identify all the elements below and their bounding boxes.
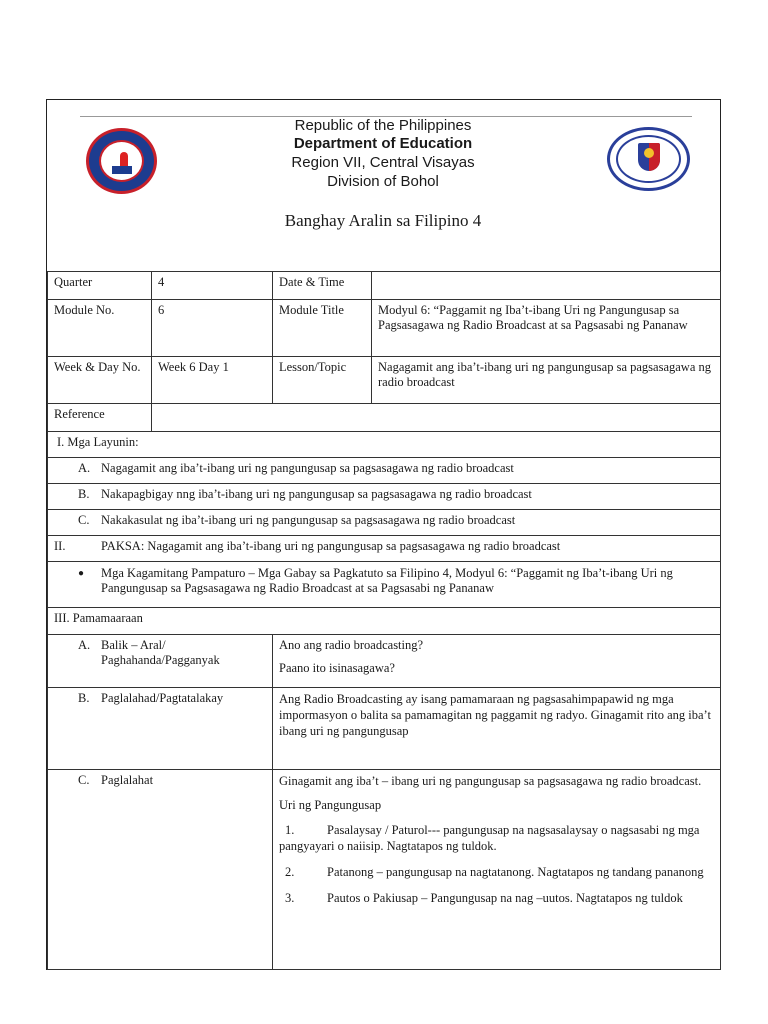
header-division: Division of Bohol bbox=[327, 173, 439, 190]
module-no-value[interactable]: 6 bbox=[151, 299, 273, 357]
step-b-marker: B. bbox=[78, 691, 90, 705]
date-time-label: Date & Time bbox=[272, 271, 372, 300]
layunin-heading-text: I. Mga Layunin: bbox=[57, 435, 139, 449]
step-a-marker: A. bbox=[78, 638, 91, 652]
uri-item-2-num: 2. bbox=[285, 865, 295, 879]
step-c-marker: C. bbox=[78, 773, 90, 787]
uri-item-1-text: Pasalaysay / Paturol--- pangungusap na nagsasalaysay o nagsasabi ng mga pangyayari o naiisip. Nagtatapos ng tuldok. bbox=[279, 823, 700, 853]
step-b-label-cell bbox=[47, 687, 273, 770]
step-a-label-cell bbox=[47, 634, 273, 688]
step-a-label: Balik – Aral/ Paghahanda/Pagganyak bbox=[101, 638, 220, 667]
step-b-content bbox=[272, 687, 721, 770]
step-a-question-2: Paano ito isinasagawa? bbox=[279, 661, 395, 675]
layunin-text-a: Nagagamit ang iba’t-ibang uri ng pangungusap sa pagsasagawa ng radio broadcast bbox=[101, 461, 514, 475]
paksa-text: PAKSA: Nagagamit ang iba’t-ibang uri ng pangungusap sa pagsasagawa ng radio broadcast bbox=[101, 539, 561, 553]
reference-value[interactable] bbox=[151, 403, 721, 432]
deped-bohol-seal-icon bbox=[86, 128, 157, 194]
pamamaraan-heading-text: III. Pamamaaraan bbox=[54, 611, 143, 625]
materials-text: Mga Kagamitang Pampaturo – Mga Gabay sa Pagkatuto sa Filipino 4, Modyul 6: “Paggamit ng Iba’t-ibang Uri ng Pangungusap sa Pagsasagawa ng Radio Broadcast at sa Pagsasabi ng Pananaw bbox=[101, 566, 673, 595]
uri-item-2 bbox=[279, 864, 714, 880]
layunin-marker-b: B. bbox=[78, 487, 90, 501]
header-region: Region VII, Central Visayas bbox=[291, 154, 475, 171]
layunin-text-b: Nakapagbigay nng iba’t-ibang uri ng pangungusap sa pagsasagawa ng radio broadcast bbox=[101, 487, 532, 501]
module-no-label: Module No. bbox=[47, 299, 152, 357]
uri-item-3-text: Pautos o Pakiusap – Pangungusap na nag –uutos. Nagtatapos ng tuldok bbox=[327, 891, 683, 905]
paksa-marker: II. bbox=[54, 539, 66, 553]
paksa-row bbox=[47, 535, 721, 562]
uri-item-3 bbox=[279, 890, 714, 906]
page-title: Banghay Aralin sa Filipino 4 bbox=[284, 211, 482, 230]
layunin-item-c bbox=[47, 509, 721, 536]
materials-row bbox=[47, 561, 721, 608]
step-a-question-1: Ano ang radio broadcasting? bbox=[279, 638, 424, 652]
step-c-intro: Ginagamit ang iba’t – ibang uri ng pangungusap sa pagsasagawa ng radio broadcast. bbox=[279, 774, 702, 788]
lesson-topic-value[interactable]: Nagagamit ang iba’t-ibang uri ng pangungusap sa pagsasagawa ng radio broadcast bbox=[371, 356, 721, 404]
week-day-label: Week & Day No. bbox=[47, 356, 152, 404]
kagawaran-ng-edukasyon-seal-icon bbox=[607, 127, 690, 191]
step-c-label: Paglalahat bbox=[101, 773, 154, 787]
step-b-text: Ang Radio Broadcasting ay isang pamamaraan ng pagsasahimpapawid ng mga impormasyon o balita sa pamamagitan ng paggamit ng radyo. Ginagamit rito ang iba’t ibang uri ng pangungusap bbox=[279, 692, 711, 738]
layunin-item-a bbox=[47, 457, 721, 484]
pamamaraan-heading bbox=[47, 607, 721, 635]
step-c-label-cell bbox=[47, 769, 273, 970]
layunin-marker-a: A. bbox=[78, 461, 91, 475]
layunin-text-c: Nakakasulat ng iba’t-ibang uri ng pangungusap sa pagsasagawa ng radio broadcast bbox=[101, 513, 516, 527]
bullet-icon: ● bbox=[78, 568, 85, 579]
module-title-label: Module Title bbox=[272, 299, 372, 357]
uri-item-3-num: 3. bbox=[285, 891, 295, 905]
step-b-label: Paglalahad/Pagtatalakay bbox=[101, 691, 224, 705]
layunin-heading bbox=[47, 431, 721, 458]
uri-item-1-num: 1. bbox=[285, 823, 295, 837]
step-c-content bbox=[272, 769, 721, 970]
step-c-heading: Uri ng Pangungusap bbox=[279, 798, 382, 812]
header-republic: Republic of the Philippines bbox=[294, 117, 472, 134]
module-title-value[interactable]: Modyul 6: “Paggamit ng Iba’t-ibang Uri ng Pangungusap sa Pagsasagawa ng Radio Broadcast at sa Pagsasabi ng Pananaw bbox=[371, 299, 721, 357]
layunin-item-b bbox=[47, 483, 721, 510]
layunin-marker-c: C. bbox=[78, 513, 90, 527]
step-a-content bbox=[272, 634, 721, 688]
header-department: Department of Education bbox=[293, 135, 473, 152]
reference-label: Reference bbox=[47, 403, 152, 432]
week-day-value[interactable]: Week 6 Day 1 bbox=[151, 356, 273, 404]
lesson-topic-label: Lesson/Topic bbox=[272, 356, 372, 404]
quarter-value[interactable]: 4 bbox=[151, 271, 273, 300]
uri-item-1 bbox=[279, 822, 714, 854]
uri-item-2-text: Patanong – pangungusap na nagtatanong. Nagtatapos ng tandang pananong bbox=[327, 865, 704, 879]
quarter-label: Quarter bbox=[47, 271, 152, 300]
date-time-value[interactable] bbox=[371, 271, 721, 300]
